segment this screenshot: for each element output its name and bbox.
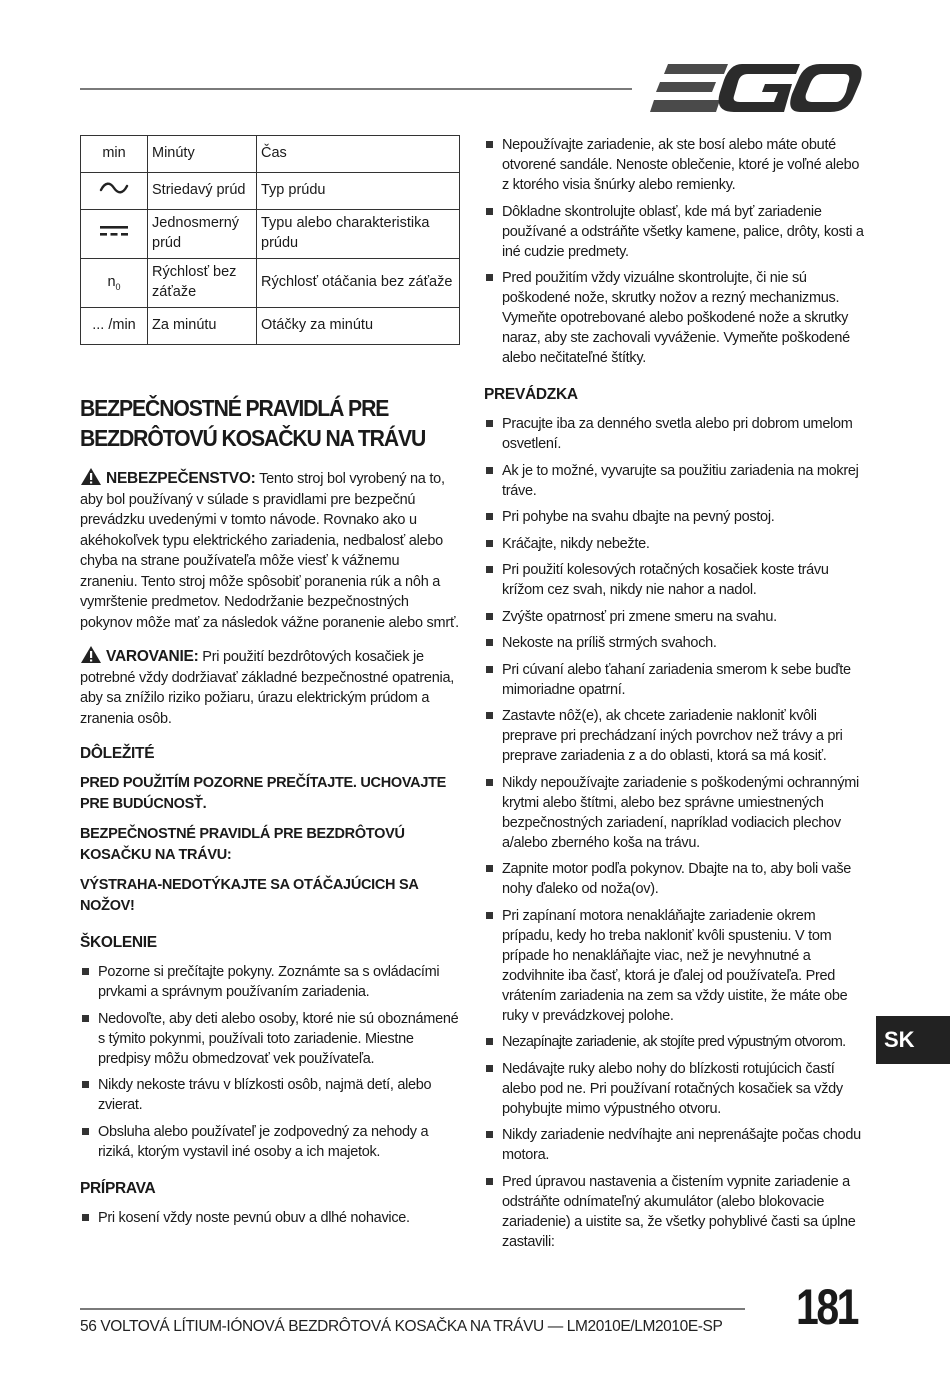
list-item-text: Pracujte iba za denného svetla alebo pri dobrom umelom osvetlení. xyxy=(502,416,853,452)
table-row xyxy=(81,259,460,308)
bullet-square-icon xyxy=(486,420,493,427)
table-row xyxy=(81,136,460,173)
right-column xyxy=(484,135,864,1258)
page-number: 181 xyxy=(796,1279,858,1335)
list-item xyxy=(484,534,864,554)
list-item xyxy=(80,1075,460,1115)
bullet-square-icon xyxy=(486,1065,493,1072)
meaning-cell: Rýchlosť otáčania bez záťaže xyxy=(257,259,460,308)
ego-logo xyxy=(650,62,862,114)
symbol-cell xyxy=(81,259,148,308)
name-cell: Za minútu xyxy=(148,308,257,345)
symbol-n: n xyxy=(107,273,116,290)
dc-current-icon xyxy=(99,224,129,238)
list-item-text: Obsluha alebo používateľ je zodpovedný za nehody a riziká, ktorým vystavil iné osoby a ich majetok. xyxy=(98,1123,429,1160)
training-heading: ŠKOLENIE xyxy=(80,934,157,951)
list-item-text: Nikdy zariadenie nedvíhajte ani neprenášajte počas chodu motora. xyxy=(502,1127,861,1163)
bullet-square-icon xyxy=(486,566,493,573)
list-item-text: Nekoste na príliš strmých svahoch. xyxy=(502,635,717,651)
meaning-cell: Typu alebo charakteristika prúdu xyxy=(257,210,460,259)
section-title xyxy=(80,393,466,453)
list-item-text: Pozorne si prečítajte pokyny. Zoznámte sa s ovládacími prvkami a správnym používaním zariadenia. xyxy=(98,964,440,1000)
bullet-square-icon xyxy=(486,141,493,148)
table-row xyxy=(81,308,460,345)
preparation-list xyxy=(80,1208,460,1228)
list-item xyxy=(484,1032,864,1052)
bullet-square-icon xyxy=(82,1015,89,1022)
list-item xyxy=(484,906,864,1026)
symbol-cell xyxy=(81,210,148,259)
list-item xyxy=(484,773,864,853)
list-item-text: Nedávajte ruky alebo nohy do blízkosti rotujúcich častí alebo pod ne. Pri používaní rotačných kosačiek sa vždy pohybujte mimo výpustného otvoru. xyxy=(502,1060,843,1117)
symbol-cell: ... /min xyxy=(81,308,148,345)
list-item-text: Pred použitím vždy vizuálne skontrolujte, či nie sú poškodené nože, skrutky nožov a rezný mechanizmus. Vymeňte opotrebované alebo poškodené nože a skrutky naraz, aby ste zachovali vyváženie. Vymeňte poškodené alebo nečitateľné štítky. xyxy=(502,270,850,366)
list-item-text: Nikdy nekoste trávu v blízkosti osôb, najmä detí, alebo zvierat. xyxy=(98,1077,432,1113)
list-item xyxy=(484,1125,864,1165)
bullet-square-icon xyxy=(486,513,493,520)
list-item-text: Nezapínajte zariadenie, ak stojíte pred výpustným otvorom. xyxy=(502,1034,846,1050)
list-item xyxy=(484,560,864,600)
language-tab: SK xyxy=(876,1016,950,1064)
symbol-cell xyxy=(81,173,148,210)
bullet-square-icon xyxy=(486,467,493,474)
name-cell: Striedavý prúd xyxy=(148,173,257,210)
list-item xyxy=(484,1172,864,1252)
bullet-square-icon xyxy=(486,613,493,620)
danger-notice xyxy=(80,467,460,633)
list-item-text: Pred úpravou nastavenia a čistením vypnite zariadenie a odstráňte odnímateľný akumulátor (alebo blokovacie zariadenie) a uistite sa, že všetky pohyblivé časti sa úplne zastavili: xyxy=(502,1173,856,1250)
bullet-square-icon xyxy=(486,779,493,786)
preparation-heading: PRÍPRAVA xyxy=(80,1179,156,1197)
ac-sine-icon xyxy=(99,181,129,195)
bullet-square-icon xyxy=(486,274,493,281)
list-item xyxy=(80,1208,460,1228)
bullet-square-icon xyxy=(486,1131,493,1138)
list-item-text: Nikdy nepoužívajte zariadenie s poškodenými ochrannými krytmi alebo štítmi, alebo bez správne umiestnených bezpečnostných zariadení, napríklad vodiacich plechov a/alebo zberného koša na trávu. xyxy=(502,774,859,851)
list-item-text: Pri pohybe na svahu dbajte na pevný postoj. xyxy=(502,509,775,525)
list-item-text: Pri kosení vždy noste pevnú obuv a dlhé nohavice. xyxy=(98,1209,410,1226)
section-title-line2: BEZDRÔTOVÚ KOSAČKU NA TRÁVU xyxy=(80,425,426,451)
list-item xyxy=(484,461,864,501)
list-item xyxy=(484,706,864,766)
bullet-square-icon xyxy=(486,712,493,719)
bullet-square-icon xyxy=(486,540,493,547)
list-item-text: Zvýšte opatrnosť pri zmene smeru na svahu. xyxy=(502,608,777,625)
list-item-text: Zastavte nôž(e), ak chcete zariadenie nakloniť kvôli preprave pri prechádzaní iných povrchov než trávy a pri preprave zariadenia z a do oblasti, ktorá sa má kosiť. xyxy=(502,708,843,764)
list-item xyxy=(80,1122,460,1162)
list-item xyxy=(484,135,864,195)
list-item xyxy=(484,202,864,262)
bullet-square-icon xyxy=(486,1038,493,1045)
list-item xyxy=(80,1009,460,1069)
table-row xyxy=(81,173,460,210)
list-item-text: Dôkladne skontrolujte oblasť, kde má byť zariadenie používané a odstráňte všetky kamene, palice, drôty, kosti a iné cudzie predmety. xyxy=(502,203,864,260)
symbol-cell: min xyxy=(81,136,148,173)
operation-heading: PREVÁDZKA xyxy=(484,386,578,403)
danger-text: Tento stroj bol vyrobený na to, aby bol používaný v súlade s pravidlami pre bezpečnú prevádzku uvedenými v tomto návode. Rovnako ako u akéhokoľvek typu elektrického zariadenia, nedbalosť alebo chyba na strane používateľa môže viesť k vážnemu zraneniu. Tento stroj môže spôsobiť poranenia rúk a nôh a vymrštenie predmetov. Nedodržanie bezpečnostných pokynov môže mať za následok vážne poranenie alebo smrť. xyxy=(80,471,459,631)
bullet-square-icon xyxy=(82,968,89,975)
ego-logo-graphic xyxy=(650,62,862,114)
danger-label: NEBEZPEČENSTVO: xyxy=(106,470,256,487)
list-item-text: Nepoužívajte zariadenie, ak ste bosí alebo máte obuté otvorené sandále. Nenoste oblečenie, ktoré je voľné alebo z ktorého visia šnúrky alebo remienky. xyxy=(502,137,860,193)
warning-notice xyxy=(80,645,460,729)
list-item xyxy=(484,1059,864,1119)
list-item-text: Pri použití kolesových rotačných kosačiek koste trávu krížom cez svah, nikdy nie nahor a nadol. xyxy=(502,562,829,598)
bullet-square-icon xyxy=(486,912,493,919)
bullet-square-icon xyxy=(486,639,493,646)
footer-title: 56 VOLTOVÁ LÍTIUM-IÓNOVÁ BEZDRÔTOVÁ KOSAČKA NA TRÁVU — LM2010E/LM2010E-SP xyxy=(80,1318,723,1335)
bullet-square-icon xyxy=(82,1128,89,1135)
list-item-text: Zapnite motor podľa pokynov. Dbajte na to, aby boli vaše nohy ďaleko od noža(ov). xyxy=(502,861,852,897)
list-item-text: Pri cúvaní alebo ťahaní zariadenia smerom k sebe buďte mimoriadne opatrní. xyxy=(502,661,851,698)
list-item-text: Ak je to možné, vyvarujte sa použitiu zariadenia na mokrej tráve. xyxy=(502,462,859,499)
bullet-square-icon xyxy=(486,666,493,673)
caps-instruction-3: VÝSTRAHA-NEDOTÝKAJTE SA OTÁČAJÚCICH SA NOŽOV! xyxy=(80,877,418,914)
symbol-n-subscript: 0 xyxy=(115,281,121,292)
table-row xyxy=(81,210,460,259)
training-list xyxy=(80,962,460,1162)
preparation-list-continued xyxy=(484,135,864,368)
name-cell: Rýchlosť bez záťaže xyxy=(148,259,257,308)
meaning-cell: Otáčky za minútu xyxy=(257,308,460,345)
list-item xyxy=(484,859,864,899)
warning-triangle-icon xyxy=(80,645,102,664)
footer-rule xyxy=(80,1308,745,1310)
operation-list xyxy=(484,414,864,1252)
list-item xyxy=(484,660,864,700)
bullet-square-icon xyxy=(486,208,493,215)
list-item xyxy=(484,268,864,368)
warning-triangle-icon xyxy=(80,467,102,486)
symbol-table xyxy=(80,135,460,345)
name-cell: Minúty xyxy=(148,136,257,173)
meaning-cell: Čas xyxy=(257,136,460,173)
caps-instruction-2: BEZPEČNOSTNÉ PRAVIDLÁ PRE BEZDRÔTOVÚ KOSAČKU NA TRÁVU: xyxy=(80,826,405,863)
meaning-cell: Typ prúdu xyxy=(257,173,460,210)
bullet-square-icon xyxy=(486,865,493,872)
list-item xyxy=(484,414,864,454)
list-item xyxy=(80,962,460,1002)
list-item-text: Nedovoľte, aby deti alebo osoby, ktoré nie sú oboznámené s týmito pokynmi, používali toto zariadenie. Miestne predpisy môžu obmedzovať vek používateľa. xyxy=(98,1010,459,1067)
list-item-text: Pri zapínaní motora nenakláňajte zariadenie okrem prípadu, kedy ho treba nakloniť kvôli spusteniu. V tom prípade ho nenakláňajte viac, než je nevyhnutné a zodvihnite iba časť, ktorá je ďalej od používateľa. Pred vrátením zariadenia na zem sa vždy uistite, že máte obe ruky v prevádzkovej polohe. xyxy=(502,907,848,1024)
warning-text: Pri použití bezdrôtových kosačiek je potrebné vždy dodržiavať základné bezpečnostné opatrenia, aby sa znížilo riziko požiaru, úrazu elektrickým prúdom a zranenia osôb. xyxy=(80,649,455,727)
list-item-text: Kráčajte, nikdy nebežte. xyxy=(502,535,650,552)
name-cell: Jednosmerný prúd xyxy=(148,210,257,259)
warning-label: VAROVANIE: xyxy=(106,648,199,665)
left-column xyxy=(80,135,460,1234)
caps-instruction-1: PRED POUŽITÍM POZORNE PREČÍTAJTE. UCHOVAJTE PRE BUDÚCNOSŤ. xyxy=(80,775,447,812)
list-item xyxy=(484,507,864,527)
bullet-square-icon xyxy=(82,1214,89,1221)
list-item xyxy=(484,633,864,653)
list-item xyxy=(484,607,864,627)
important-heading: DÔLEŽITÉ xyxy=(80,745,155,762)
bullet-square-icon xyxy=(486,1178,493,1185)
bullet-square-icon xyxy=(82,1081,89,1088)
header-rule xyxy=(80,88,632,90)
section-title-line1: BEZPEČNOSTNÉ PRAVIDLÁ PRE xyxy=(80,395,389,421)
